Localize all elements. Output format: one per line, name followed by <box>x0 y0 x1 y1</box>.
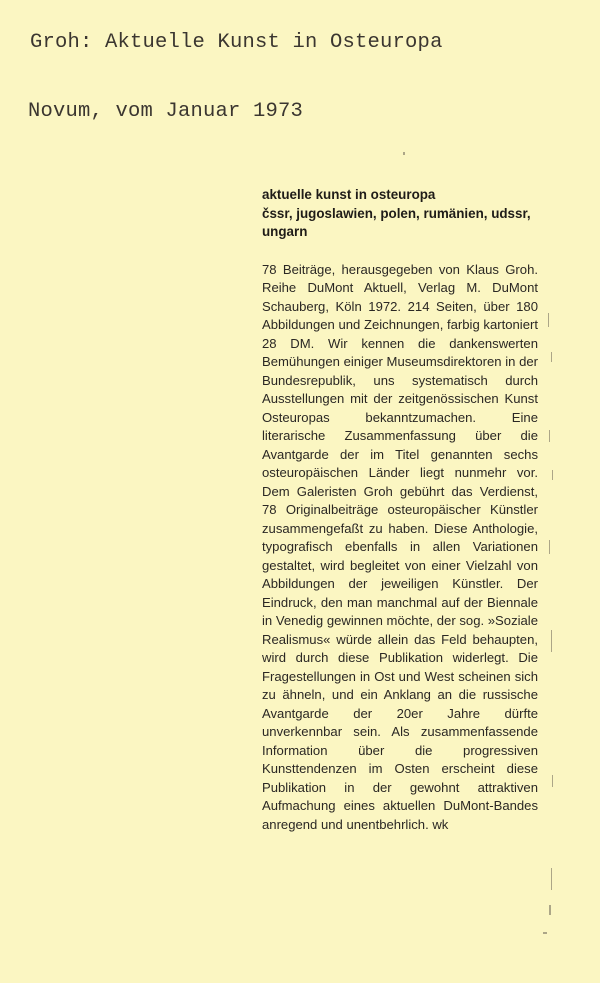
article-subheadline: čssr, jugoslawien, polen, rumänien, udssr, ungarn <box>262 205 531 239</box>
scan-mark <box>549 905 551 915</box>
scan-mark <box>551 630 552 652</box>
document-source: Novum, vom Januar 1973 <box>28 100 304 123</box>
newspaper-clipping <box>262 186 538 834</box>
scan-mark <box>549 430 550 442</box>
scan-mark <box>551 352 552 362</box>
scan-mark <box>552 470 553 480</box>
scan-mark <box>549 540 550 554</box>
article-body: 78 Beiträge, herausgegeben von Klaus Groh. Reihe DuMont Aktuell, Verlag M. DuMont Schauberg, Köln 1972. 214 Seiten, über 180 Abbildungen und Zeichnungen, farbig kartoniert 28 DM. Wir kennen die dankenswerten Bemühungen einiger Museumsdirektoren in der Bundesrepublik, uns systematisch durch Ausstellungen mit der zeitgenössischen Kunst Osteuropas bekanntzumachen. Eine literarische Zusammenfassung über die Avantgarde der im Titel genannten sechs osteuropäischen Länder liegt nunmehr vor. Dem Galeristen Groh gebührt das Verdienst, 78 Originalbeiträge osteuropäischer Künstler zusammengefaßt zu haben. Diese Anthologie, typografisch ebenfalls in allen Variationen gestaltet, wird begleitet von einer Vielzahl von Abbildungen der jeweiligen Künstler. Der Eindruck, den man manchmal auf der Biennale in Venedig gewinnen möchte, der sog. »Soziale Realismus« würde allein das Feld behaupten, wird durch diese Publikation widerlegt. Die Fragestellungen in Ost und West scheinen sich zu ähneln, und ein Anklang an die russische Avantgarde der 20er Jahre dürfte unverkennbar sein. Als zusammenfassende Information über die progressiven Kunsttendenzen im Osten erscheint diese Publikation in der gewohnt attraktiven Aufmachung eines aktuellen DuMont-Bandes anregend und unentbehrlich. wk <box>262 261 538 832</box>
article-headline: aktuelle kunst in osteuropa <box>262 187 436 202</box>
scan-mark <box>548 313 549 327</box>
scan-mark <box>551 868 552 890</box>
scan-mark <box>552 775 553 787</box>
scan-mark <box>403 152 405 155</box>
document-title: Groh: Aktuelle Kunst in Osteuropa <box>30 31 443 54</box>
scan-mark <box>543 932 547 934</box>
